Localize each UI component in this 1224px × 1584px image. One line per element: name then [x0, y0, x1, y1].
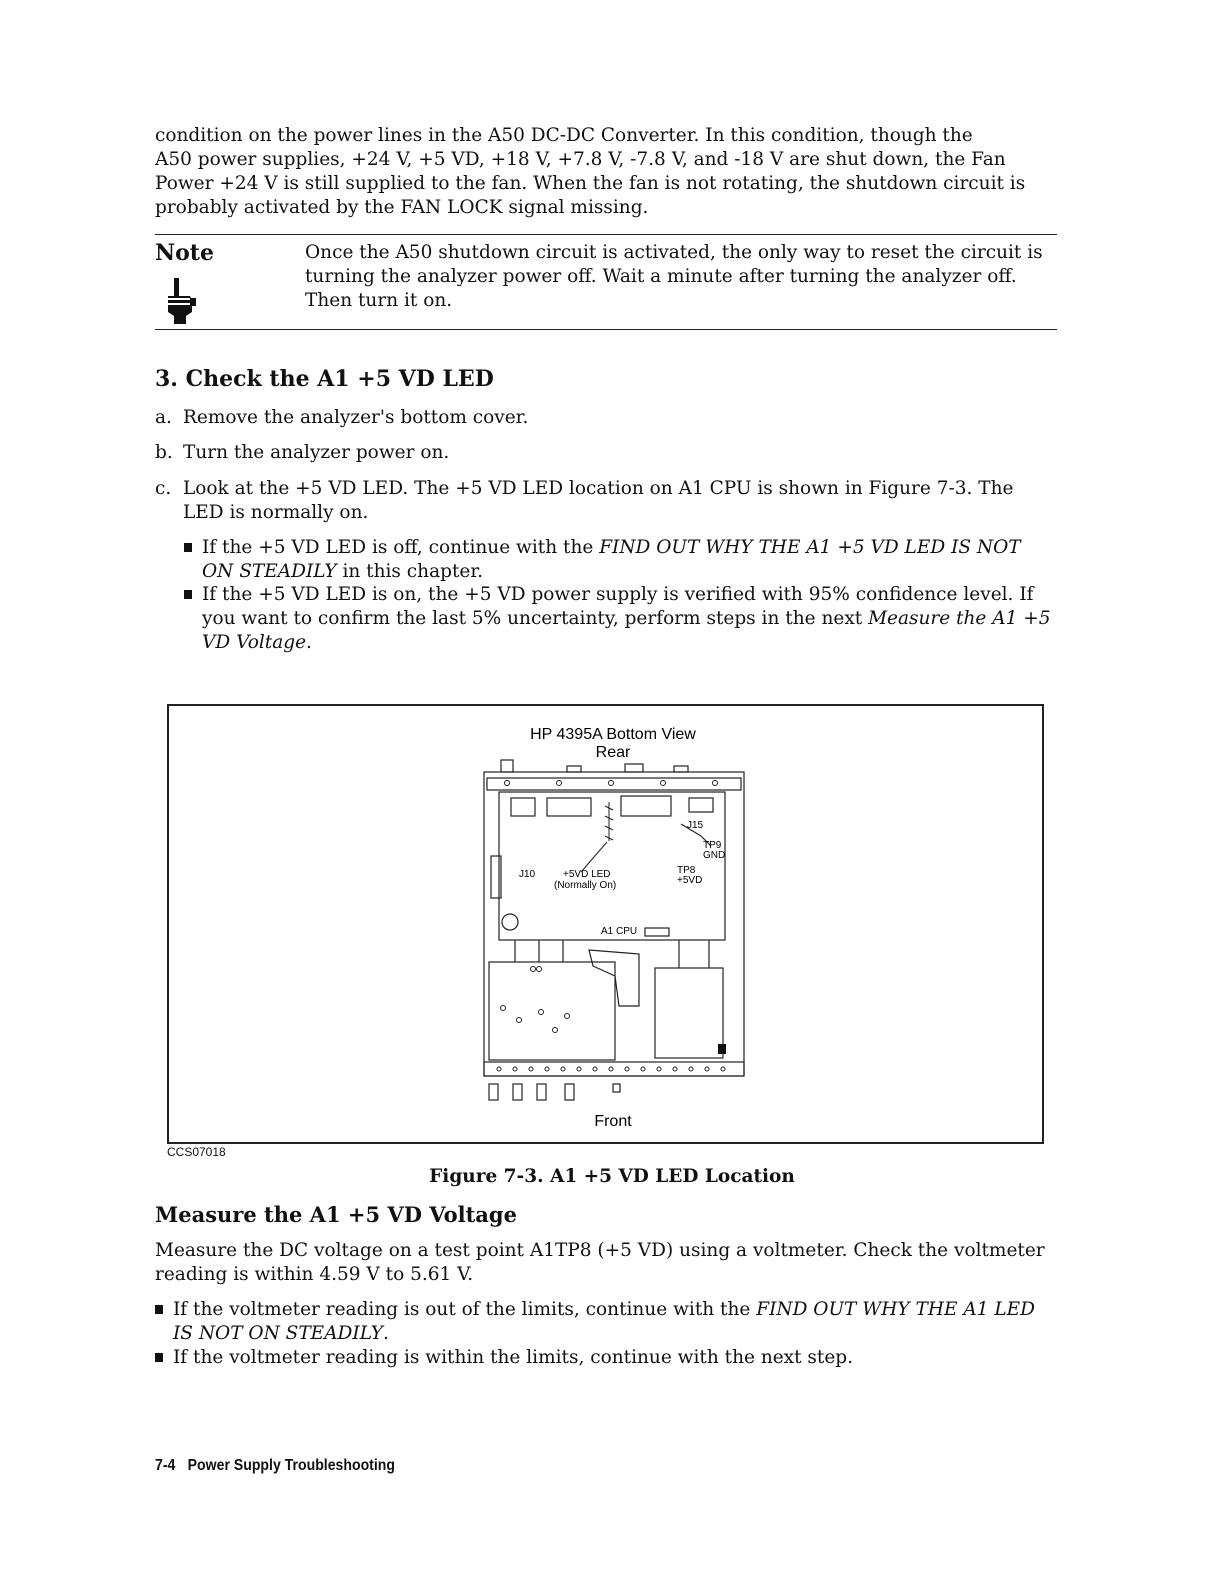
- measure-line: reading is within 4.59 V to 5.61 V.: [155, 1264, 474, 1285]
- page-number: 7-4: [155, 1457, 176, 1474]
- cross-reference: IS NOT ON STEADILY: [173, 1323, 384, 1344]
- note-line: Then turn it on.: [305, 290, 453, 311]
- note-line: Once the A50 shutdown circuit is activated, the only way to reset the circuit is: [305, 242, 1043, 263]
- chassis-outline: [484, 760, 744, 1076]
- figure-frame: [167, 704, 1044, 1144]
- bullet-text: .: [306, 632, 312, 653]
- bullet-text: If the +5 VD LED is on, the +5 VD power supply is verified with 95% confidence level. If: [202, 584, 1034, 605]
- cross-reference: VD Voltage: [202, 632, 307, 653]
- step-text: Remove the analyzer's bottom cover.: [183, 407, 529, 428]
- led-label: +5VD LED: [563, 869, 611, 880]
- note-label: Note: [155, 240, 214, 266]
- note-bottom-divider: [155, 329, 1057, 330]
- page-footer: [155, 1457, 395, 1475]
- section-3-heading: 3. Check the A1 +5 VD LED: [155, 366, 494, 392]
- measure-heading: Measure the A1 +5 VD Voltage: [155, 1202, 517, 1227]
- bullet-icon: [155, 1353, 163, 1362]
- j15-label: J15: [687, 820, 704, 831]
- step-text: Turn the analyzer power on.: [183, 442, 450, 463]
- cross-reference: FIND OUT WHY THE A1 LED: [756, 1299, 1036, 1320]
- step-text: LED is normally on.: [183, 502, 369, 523]
- list-item: [184, 583, 1064, 655]
- cross-reference: FIND OUT WHY THE A1 +5 VD LED IS NOT: [599, 537, 1021, 558]
- bullet-icon: [155, 1305, 163, 1314]
- note-text: [305, 241, 1065, 313]
- bullet-text: If the +5 VD LED is off, continue with the: [202, 537, 600, 558]
- bullet-text: you want to confirm the last 5% uncertainty, perform steps in the next: [202, 608, 869, 629]
- step-a: [155, 406, 528, 430]
- intro-line: probably activated by the FAN LOCK signal missing.: [155, 197, 649, 218]
- chapter-title: Power Supply Troubleshooting: [187, 1457, 395, 1474]
- intro-line: condition on the power lines in the A50 DC-DC Converter. In this condition, though the: [155, 125, 973, 146]
- note-top-divider: [155, 234, 1057, 235]
- lower-assemblies: [489, 940, 723, 1060]
- figure-title: HP 4395A Bottom View: [530, 726, 696, 743]
- step-marker: a.: [155, 407, 172, 428]
- intro-paragraph: [155, 124, 1055, 220]
- bullet-text: If the voltmeter reading is within the limits, continue with the next step.: [173, 1347, 854, 1368]
- step-text: Look at the +5 VD LED. The +5 VD LED location on A1 CPU is shown in Figure 7-3. The: [183, 478, 1014, 499]
- measure-line: Measure the DC voltage on a test point A1TP8 (+5 VD) using a voltmeter. Check the voltmeter: [155, 1240, 1045, 1261]
- tp8-voltage-label: +5VD: [677, 875, 703, 886]
- step-marker: c.: [155, 478, 172, 499]
- figure-rear-label: Rear: [595, 744, 631, 761]
- step-marker: b.: [155, 442, 173, 463]
- cross-reference: ON STEADILY: [202, 561, 337, 582]
- cpu-label: A1 CPU: [601, 926, 638, 937]
- gnd-label: GND: [703, 850, 726, 861]
- cross-reference: Measure the A1 +5: [868, 608, 1051, 629]
- bullet-icon: [184, 543, 192, 552]
- figure-front-label: Front: [594, 1113, 632, 1130]
- list-item: [155, 1298, 1065, 1346]
- tp8-label: TP8: [677, 865, 696, 876]
- measure-paragraph: [155, 1239, 1065, 1287]
- bullet-icon: [184, 590, 192, 599]
- list-item: [155, 1346, 1065, 1370]
- intro-line: A50 power supplies, +24 V, +5 VD, +18 V, +7.8 V, -7.8 V, and -18 V are shut down, the Fan: [155, 149, 1006, 170]
- j10-label: J10: [519, 869, 536, 880]
- figure-id: CCS07018: [167, 1145, 226, 1159]
- tp9-label: TP9: [703, 840, 722, 851]
- pointing-hand-icon: [164, 278, 198, 328]
- note-line: turning the analyzer power off. Wait a minute after turning the analyzer off.: [305, 266, 1017, 287]
- led-note-label: (Normally On): [554, 880, 617, 891]
- list-item: [184, 536, 1064, 584]
- bullet-text: in this chapter.: [336, 561, 484, 582]
- intro-line: Power +24 V is still supplied to the fan. When the fan is not rotating, the shutdown circuit is: [155, 173, 1026, 194]
- step-c: [155, 477, 1013, 525]
- figure-caption: Figure 7-3. A1 +5 VD LED Location: [429, 1166, 795, 1187]
- step-b: [155, 441, 449, 465]
- bottom-view-diagram: [169, 706, 1042, 1142]
- bullet-text: .: [383, 1323, 389, 1344]
- bullet-text: If the voltmeter reading is out of the limits, continue with the: [173, 1299, 757, 1320]
